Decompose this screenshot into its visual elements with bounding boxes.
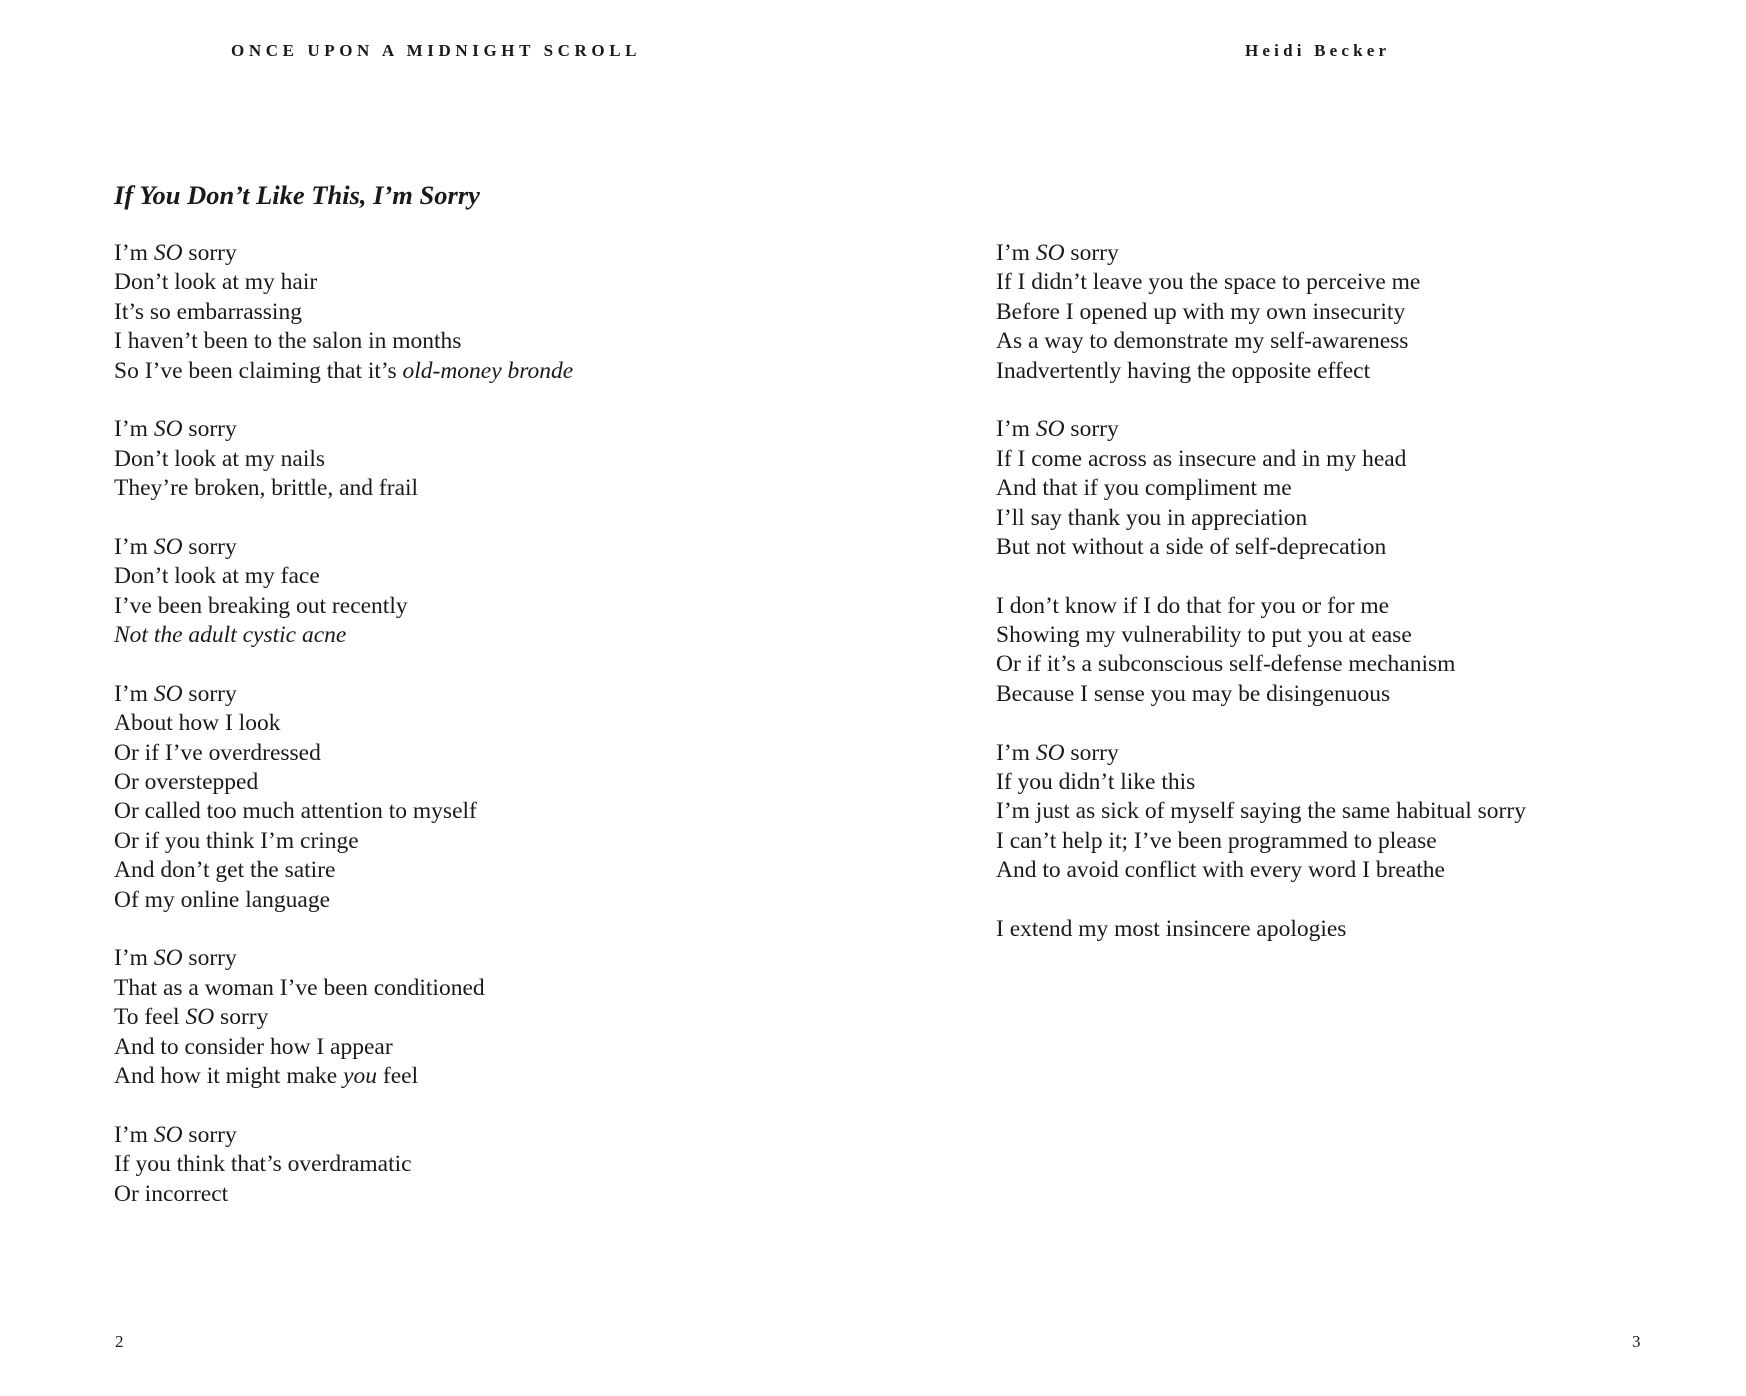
stanza: [996, 415, 1526, 562]
poem-line: [114, 797, 573, 826]
italic-text: SO: [153, 240, 183, 266]
poem-line: [114, 886, 573, 915]
line-text: I’m just as sick of myself saying the same habitual sorry: [996, 798, 1526, 825]
poem-line: [996, 592, 1526, 621]
line-text: sorry: [182, 533, 237, 560]
poem-line: [114, 445, 573, 474]
poem-line: [996, 298, 1526, 327]
poem-line: [996, 621, 1526, 650]
stanza: [114, 680, 573, 915]
poem-line: [114, 856, 573, 885]
page-number-left: 2: [115, 1332, 124, 1351]
poem-line: [996, 915, 1526, 944]
line-text: sorry: [182, 416, 237, 443]
line-text: I haven’t been to the salon in months: [114, 328, 462, 355]
poem-line: [114, 680, 573, 709]
poem-line: [114, 709, 573, 738]
poem-line: [114, 974, 573, 1003]
line-text: I’ve been breaking out recently: [114, 592, 408, 619]
stanza: [996, 739, 1526, 886]
poem-line: [114, 1033, 573, 1062]
poem-line: [114, 474, 573, 503]
poem-line: [114, 592, 573, 621]
line-text: I’m: [114, 416, 154, 443]
line-text: sorry: [182, 1121, 237, 1148]
line-text: I can’t help it; I’ve been programmed to please: [996, 827, 1437, 854]
line-text: And that if you compliment me: [996, 475, 1292, 502]
poem-line: [114, 268, 573, 297]
line-text: Or if it’s a subconscious self-defense mechanism: [996, 651, 1456, 678]
stanza: [996, 915, 1526, 944]
line-text: sorry: [1064, 240, 1119, 266]
line-text: I’m: [996, 739, 1036, 766]
poem-line: [996, 797, 1526, 826]
line-text: Or overstepped: [114, 769, 259, 796]
line-text: I’m: [114, 1121, 154, 1148]
line-text: I’m: [114, 680, 154, 707]
line-text: If you think that’s overdramatic: [114, 1151, 412, 1178]
poem-title: If You Don’t Like This, I’m Sorry: [114, 180, 480, 210]
line-text: I extend my most insincere apologies: [996, 915, 1347, 942]
poem-line: [996, 533, 1526, 562]
stanza: [996, 239, 1526, 386]
poem-line: [114, 1180, 573, 1209]
poem-line: [114, 327, 573, 356]
italic-text: SO: [1035, 416, 1065, 443]
italic-text: you: [343, 1062, 378, 1089]
line-text: Of my online language: [114, 886, 331, 913]
poem-line: [996, 856, 1526, 885]
poem-line: [996, 768, 1526, 797]
poem-line: [114, 1062, 573, 1091]
line-text: If you didn’t like this: [996, 769, 1196, 796]
line-text: To feel: [114, 1004, 186, 1031]
line-text: Don’t look at my hair: [114, 269, 318, 296]
line-text: I’m: [996, 240, 1036, 266]
italic-text: SO: [153, 945, 183, 972]
line-text: And to consider how I appear: [114, 1033, 393, 1060]
poem-line: [114, 239, 573, 268]
poem-line: [114, 298, 573, 327]
italic-text: SO: [153, 533, 183, 560]
poem-column-left: [114, 239, 573, 1238]
poem-line: [996, 445, 1526, 474]
line-text: I don’t know if I do that for you or for me: [996, 592, 1390, 619]
line-text: It’s so embarrassing: [114, 298, 302, 325]
poem-line: [996, 327, 1526, 356]
line-text: sorry: [214, 1004, 269, 1031]
stanza: [114, 415, 573, 503]
stanza: [114, 944, 573, 1091]
line-text: If I come across as insecure and in my head: [996, 445, 1407, 472]
line-text: But not without a side of self-deprecation: [996, 533, 1387, 560]
line-text: Don’t look at my face: [114, 563, 320, 590]
poem-line: [996, 357, 1526, 386]
italic-text: SO: [1035, 739, 1065, 766]
line-text: Don’t look at my nails: [114, 445, 326, 472]
stanza: [996, 592, 1526, 710]
line-text: I’m: [114, 240, 154, 266]
italic-text: SO: [153, 416, 183, 443]
line-text: sorry: [182, 680, 237, 707]
line-text: As a way to demonstrate my self-awareness: [996, 328, 1409, 355]
poem-line: [996, 739, 1526, 768]
line-text: sorry: [1064, 416, 1119, 443]
stanza: [114, 239, 573, 386]
poem-line: [114, 415, 573, 444]
poem-line: [114, 533, 573, 562]
poem-line: [114, 562, 573, 591]
poem-line: [996, 504, 1526, 533]
line-text: About how I look: [114, 710, 281, 737]
line-text: And to avoid conflict with every word I breathe: [996, 857, 1445, 884]
line-text: I’m: [996, 416, 1036, 443]
running-head-author: Heidi Becker: [1245, 41, 1391, 60]
poem-line: [996, 239, 1526, 268]
poem-line: [114, 1003, 573, 1032]
line-text: Because I sense you may be disingenuous: [996, 680, 1391, 707]
line-text: Showing my vulnerability to put you at ease: [996, 622, 1412, 649]
stanza: [114, 533, 573, 651]
line-text: Or incorrect: [114, 1180, 229, 1207]
poem-line: [996, 827, 1526, 856]
poem-line: [114, 827, 573, 856]
poem-line: [114, 1150, 573, 1179]
line-text: If I didn’t leave you the space to perceive me: [996, 269, 1421, 296]
line-text: Inadvertently having the opposite effect: [996, 357, 1371, 384]
poem-line: [114, 357, 573, 386]
poem-line: [114, 739, 573, 768]
poem-column-right: [996, 239, 1526, 974]
line-text: So I’ve been claiming that it’s: [114, 357, 403, 384]
line-text: And don’t get the satire: [114, 857, 336, 884]
line-text: That as a woman I’ve been conditioned: [114, 974, 485, 1001]
poem-line: [114, 1121, 573, 1150]
line-text: They’re broken, brittle, and frail: [114, 475, 419, 502]
poem-line: [114, 944, 573, 973]
line-text: I’m: [114, 945, 154, 972]
line-text: I’m: [114, 533, 154, 560]
stanza: [114, 1121, 573, 1209]
italic-text: SO: [153, 1121, 183, 1148]
line-text: feel: [377, 1062, 419, 1089]
poem-line: [996, 474, 1526, 503]
italic-text: Not the adult cystic acne: [114, 622, 347, 649]
italic-text: old-money bronde: [402, 357, 574, 384]
running-head-book-title: ONCE UPON A MIDNIGHT SCROLL: [231, 41, 642, 60]
italic-text: SO: [1035, 240, 1065, 266]
line-text: sorry: [1064, 739, 1119, 766]
italic-text: SO: [153, 680, 183, 707]
poem-line: [996, 415, 1526, 444]
poem-line: [114, 621, 573, 650]
line-text: I’ll say thank you in appreciation: [996, 504, 1308, 531]
line-text: Before I opened up with my own insecurity: [996, 298, 1406, 325]
poem-line: [996, 680, 1526, 709]
line-text: Or if I’ve overdressed: [114, 739, 321, 766]
poem-line: [996, 268, 1526, 297]
line-text: Or called too much attention to myself: [114, 798, 477, 825]
page-number-right: 3: [1632, 1332, 1641, 1351]
italic-text: SO: [185, 1004, 215, 1031]
poem-line: [996, 650, 1526, 679]
line-text: Or if you think I’m cringe: [114, 827, 359, 854]
line-text: sorry: [182, 240, 237, 266]
poem-line: [114, 768, 573, 797]
line-text: And how it might make: [114, 1062, 344, 1089]
line-text: sorry: [182, 945, 237, 972]
